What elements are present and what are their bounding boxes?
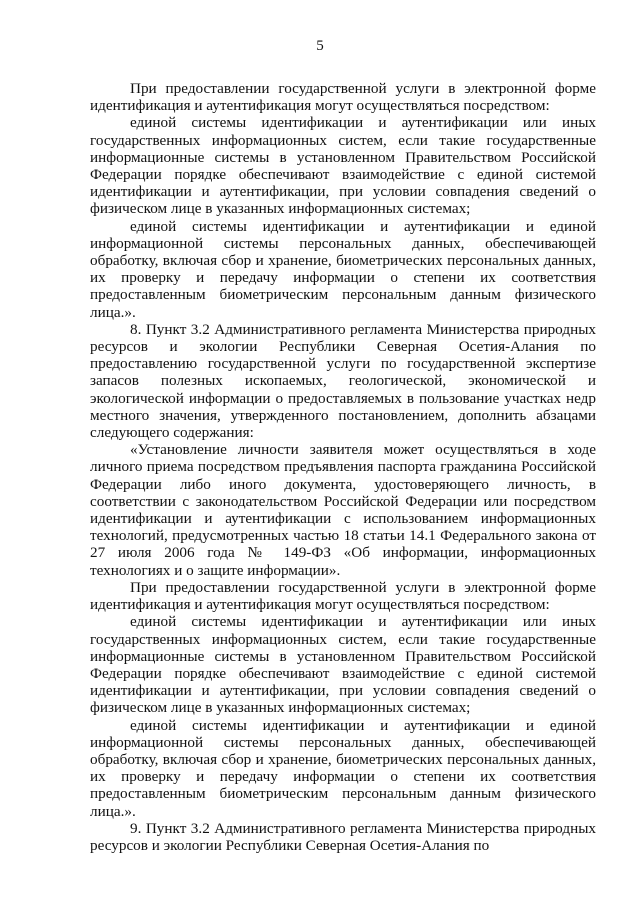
page-number: 5 (316, 38, 324, 54)
document-body (90, 80, 596, 854)
paragraph-biometric-system-2: единой системы идентификации и аутентификации и единой информационной системы персональных данных, обеспечивающей обработку, включая сбор и хранение, биометрических персональных данных, их проверку и передачу информации о степени их соответствия предоставленным биометрическим персональным данным физического лица.». (90, 716, 596, 820)
paragraph-unified-system: единой системы идентификации и аутентификации или иных государственных информационных систем, если такие государственные информационные системы в установленном Правительством Российской Федерации порядке обеспечивают взаимодействие с единой системой идентификации и аутентификации, при условии совпадения сведений о физическом лице в указанных информационных системах; (90, 114, 596, 218)
paragraph-item-8: 8. Пункт 3.2 Административного регламента Министерства природных ресурсов и экологии Республики Северная Осетия-Алания по предоставлению государственной услуги по государственной экспертизе запасов полезных ископаемых, геологической, экономической и экологической информации о предоставляемых в пользование участках недр местного значения, утвержденного постановлением, дополнить абзацами следующего содержания: (90, 320, 596, 442)
paragraph-item-9: 9. Пункт 3.2 Административного регламента Министерства природных ресурсов и экологии Республики Северная Осетия-Алания по (90, 819, 596, 854)
paragraph-identity-verification: «Установление личности заявителя может осуществляться в ходе личного приема посредством предъявления паспорта гражданина Российской Федерации либо иного документа, удостоверяющего личность, в соответствии с законодательством Российской Федерации или посредством идентификации и аутентификации с использованием информационных технологий, предусмотренных частью 18 статьи 14.1 Федерального закона от 27 июля 2006 года № 149-ФЗ «Об информации, информационных технологиях и о защите информации». (90, 441, 596, 579)
paragraph-unified-system-2: единой системы идентификации и аутентификации или иных государственных информационных систем, если такие государственные информационные системы в установленном Правительством Российской Федерации порядке обеспечивают взаимодействие с единой системой идентификации и аутентификации, при условии совпадения сведений о физическом лице в указанных информационных системах; (90, 613, 596, 717)
paragraph-auth-intro-2: При предоставлении государственной услуги в электронной форме идентификация и аутентификация могут осуществляться посредством: (90, 578, 596, 614)
paragraph-biometric-system: единой системы идентификации и аутентификации и единой информационной системы персональных данных, обеспечивающей обработку, включая сбор и хранение, биометрических персональных данных, их проверку и передачу информации о степени их соответствия предоставленным биометрическим персональным данным физического лица.». (90, 217, 596, 321)
paragraph-auth-intro: При предоставлении государственной услуги в электронной форме идентификация и аутентификация могут осуществляться посредством: (90, 80, 596, 115)
